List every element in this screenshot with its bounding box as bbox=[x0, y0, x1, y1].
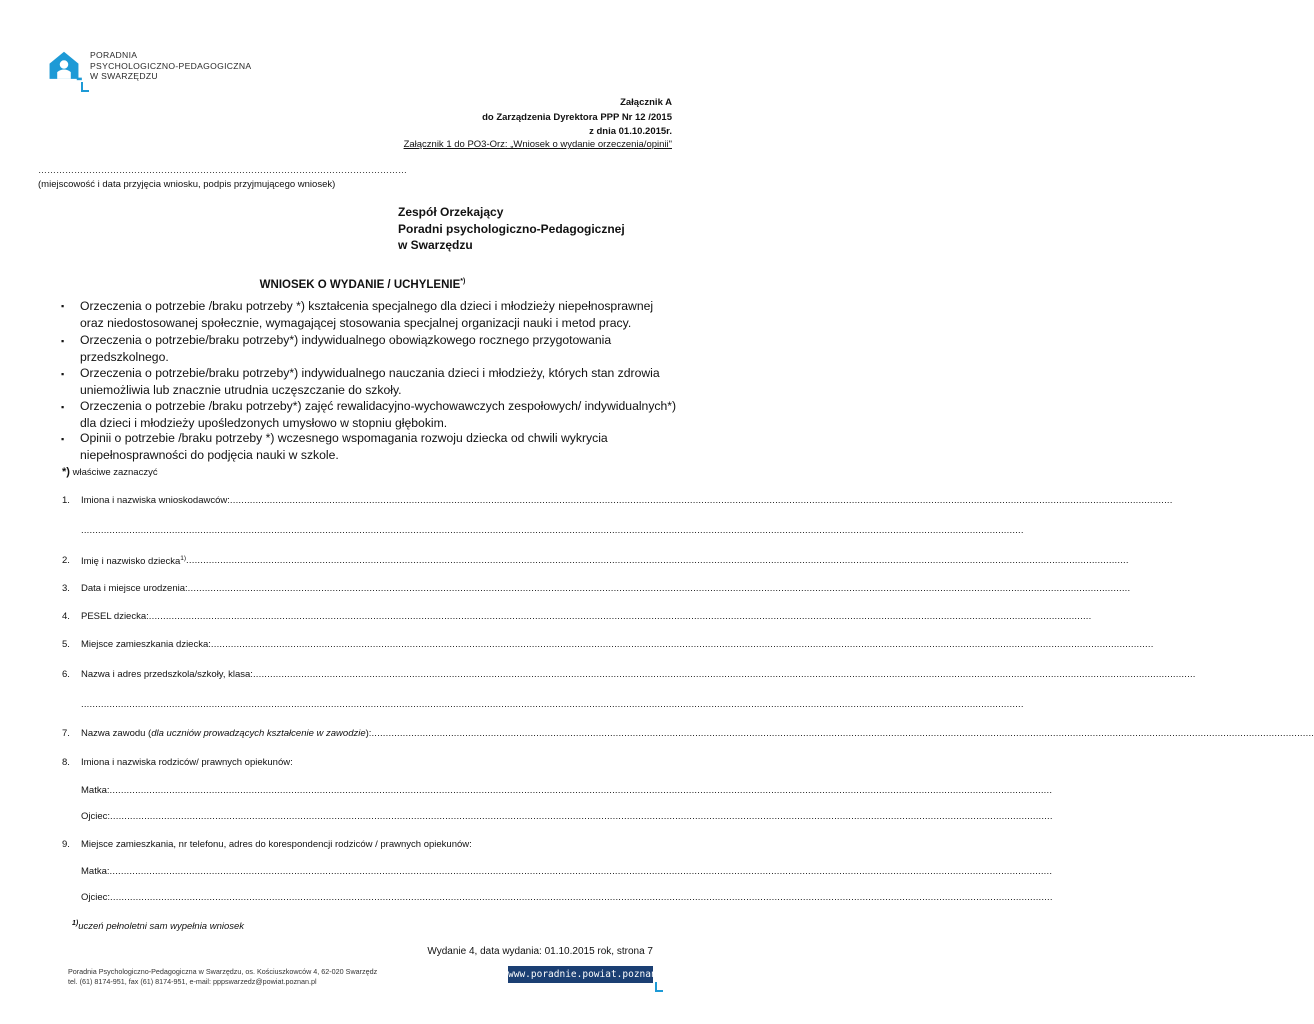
house-logo-icon bbox=[45, 50, 83, 84]
field-label-italic: dla uczniów prowadzących kształcenie w zawodzie bbox=[151, 728, 366, 739]
field-parents-mother[interactable] bbox=[81, 785, 672, 796]
field-school-cont[interactable] bbox=[81, 699, 672, 710]
footnote-text: uczeń pełnoletni sam wypełnia wniosek bbox=[78, 921, 245, 933]
field-number: 2. bbox=[62, 555, 70, 566]
fill-line[interactable] bbox=[230, 495, 1173, 506]
fill-line[interactable] bbox=[253, 669, 1196, 680]
logo-line: PSYCHOLOGICZNO-PEDAGOGICZNA bbox=[90, 60, 252, 71]
logo-line: W SWARZĘDZU bbox=[90, 71, 158, 81]
footnote-sup: 1) bbox=[72, 920, 79, 927]
field-profession[interactable] bbox=[62, 728, 672, 739]
logo-text bbox=[90, 50, 251, 82]
fill-line[interactable] bbox=[110, 892, 1053, 903]
bullet-option[interactable]: Orzeczenia o potrzebie/braku potrzeby*) indywidualnego nauczania dzieci i młodzieży, których stan zdrowia uniemożliwia lub znacznie utrudnia uczęszczanie do szkoły. bbox=[80, 366, 660, 397]
edition-info: Wydanie 4, data wydania: 01.10.2015 rok, strona 7 bbox=[427, 946, 653, 957]
bullet-mark: ▪ bbox=[61, 434, 65, 444]
field-label: Imiona i nazwiska rodziców/ prawnych opiekunów: bbox=[81, 757, 293, 768]
fill-line[interactable] bbox=[81, 699, 1024, 710]
field-label: Nazwa i adres przedszkola/szkoły, klasa: bbox=[81, 669, 253, 680]
field-number: 1. bbox=[62, 495, 70, 506]
field-pesel[interactable] bbox=[62, 611, 672, 622]
field-label-sup: 1) bbox=[180, 555, 187, 562]
recipient-line: w Swarzędzu bbox=[398, 238, 473, 252]
recipient-line: Poradni psychologiczno-Pedagogicznej bbox=[398, 221, 625, 236]
field-school[interactable] bbox=[62, 669, 672, 680]
fill-line[interactable] bbox=[149, 611, 1092, 622]
footer-address bbox=[68, 967, 377, 987]
field-number: 9. bbox=[62, 839, 70, 850]
field-label: Matka: bbox=[81, 785, 110, 796]
field-applicants-cont[interactable] bbox=[81, 525, 672, 536]
field-label-text: Nazwa zawodu ( bbox=[81, 728, 152, 739]
form-title bbox=[0, 278, 725, 291]
field-label: Ojciec: bbox=[81, 892, 111, 903]
fill-line[interactable] bbox=[110, 811, 1053, 822]
field-parents-address bbox=[62, 839, 672, 850]
field-number: 7. bbox=[62, 728, 70, 739]
fill-line[interactable] bbox=[211, 639, 1154, 650]
field-parents bbox=[62, 757, 672, 768]
footnote bbox=[72, 920, 244, 932]
footer-line: tel. (61) 8174-951, fax (61) 8174-951, e-mail: pppswarzedz@powiat.poznan.pl bbox=[68, 977, 317, 986]
bullet-option[interactable]: Orzeczenia o potrzebie/braku potrzeby*) indywidualnego obowiązkowego rocznego przygotowania przedszkolnego. bbox=[80, 333, 612, 364]
star-note-mark: *) bbox=[62, 466, 70, 478]
recipient-block bbox=[398, 204, 625, 254]
recipient-line: Zespół Orzekający bbox=[398, 205, 504, 219]
field-address-father[interactable] bbox=[81, 892, 672, 903]
form-title-text: WNIOSEK O WYDANIE / UCHYLENIE bbox=[259, 278, 461, 291]
regulation-date: z dnia 01.10.2015r. bbox=[589, 126, 672, 137]
attachment-label: Załącznik A bbox=[620, 97, 672, 108]
fill-line[interactable] bbox=[81, 525, 1024, 536]
field-number: 5. bbox=[62, 639, 70, 650]
bullet-option[interactable]: Orzeczenia o potrzebie /braku potrzeby*) zajęć rewalidacyjno-wychowawczych zespołowych/ indywidualnych*) dla dzieci i młodzieży upośledzonych umysłowo w stopniu głębokim. bbox=[80, 399, 677, 430]
field-applicants[interactable] bbox=[62, 495, 672, 506]
receipt-caption: (miejscowość i data przyjęcia wniosku, podpis przyjmującego wniosek) bbox=[38, 179, 336, 190]
star-note-text: właściwe zaznaczyć bbox=[69, 467, 158, 478]
fill-line[interactable] bbox=[371, 728, 1314, 739]
field-label: Ojciec: bbox=[81, 811, 111, 822]
field-number: 3. bbox=[62, 583, 70, 594]
receipt-dots[interactable]: …………………………………………………………………………………………………………… bbox=[38, 165, 407, 175]
field-parents-father[interactable] bbox=[81, 811, 672, 822]
field-child-address[interactable] bbox=[62, 639, 672, 650]
regulation-ref: do Zarządzenia Dyrektora PPP Nr 12 /2015 bbox=[482, 112, 672, 123]
field-label-text: ): bbox=[365, 728, 372, 739]
logo-accent bbox=[81, 82, 89, 92]
field-label bbox=[81, 555, 186, 567]
field-birth[interactable] bbox=[62, 583, 672, 594]
field-label: Miejsce zamieszkania, nr telefonu, adres do korespondencji rodziców / prawnych opiekunów: bbox=[81, 839, 472, 850]
fill-line[interactable] bbox=[110, 866, 1053, 877]
footer-line: Poradnia Psychologiczno-Pedagogiczna w Swarzędzu, os. Kościuszkowców 4, 62-020 Swarzędz bbox=[68, 967, 378, 976]
banner-accent bbox=[655, 982, 663, 992]
fill-line[interactable] bbox=[110, 785, 1053, 796]
field-number: 8. bbox=[62, 757, 70, 768]
field-child-name[interactable] bbox=[62, 555, 672, 567]
field-number: 4. bbox=[62, 611, 70, 622]
website-banner[interactable]: www.poradnie.powiat.poznan.pl bbox=[508, 966, 653, 983]
field-label: Miejsce zamieszkania dziecka: bbox=[81, 639, 211, 650]
bullet-mark: ▪ bbox=[61, 402, 65, 412]
field-label-text: Imię i nazwisko dziecka bbox=[81, 556, 181, 568]
bullet-option[interactable]: Orzeczenia o potrzebie /braku potrzeby *) kształcenia specjalnego dla dzieci i młodzieży niepełnosprawnej oraz niedostosowanej społecznie, wymagającej stosowania specjalnej organizacji nauki i metod pracy. bbox=[80, 299, 654, 330]
logo-line: PORADNIA bbox=[90, 50, 138, 60]
bullet-option[interactable]: Opinii o potrzebie /braku potrzeby *) wczesnego wspomagania rozwoju dziecka od chwili wykrycia niepełnosprawności do podjęcia nauki w szkole. bbox=[80, 431, 608, 462]
form-title-sup: *) bbox=[460, 278, 466, 285]
attachment-ref: Załącznik 1 do PO3-Orz: „Wniosek o wydanie orzeczenia/opinii" bbox=[403, 139, 672, 150]
field-number: 6. bbox=[62, 669, 70, 680]
fill-line[interactable] bbox=[186, 555, 1129, 567]
field-label: PESEL dziecka: bbox=[81, 611, 149, 622]
field-label: Matka: bbox=[81, 866, 110, 877]
fill-line[interactable] bbox=[188, 583, 1131, 594]
field-label: Data i miejsce urodzenia: bbox=[81, 583, 188, 594]
bullet-mark: ▪ bbox=[61, 369, 65, 379]
star-note bbox=[62, 466, 158, 478]
bullet-mark: ▪ bbox=[61, 336, 65, 346]
field-address-mother[interactable] bbox=[81, 866, 672, 877]
field-label: Imiona i nazwiska wnioskodawców: bbox=[81, 495, 230, 506]
bullet-mark: ▪ bbox=[61, 301, 65, 311]
field-label bbox=[81, 728, 371, 739]
